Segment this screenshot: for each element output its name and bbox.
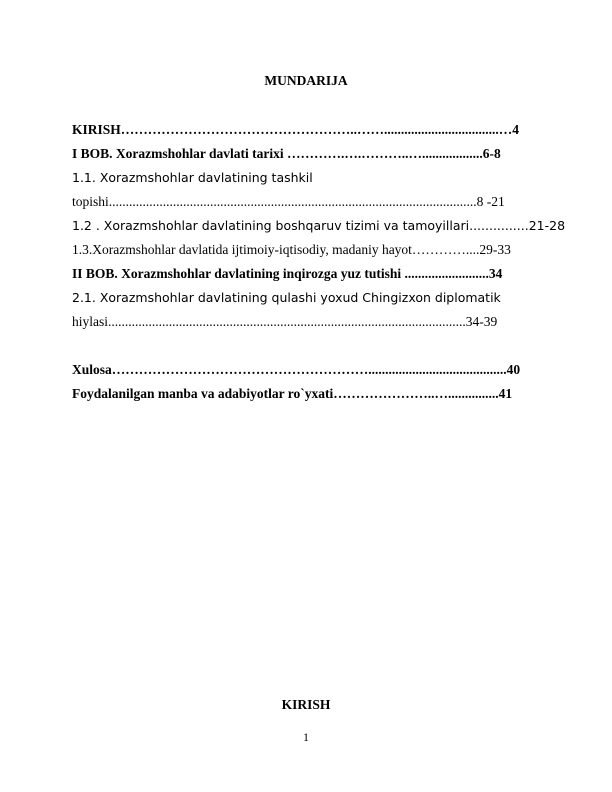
toc-entry-1-1-continued: topishi.............................................................................................................8 -21: [72, 194, 505, 209]
page-number: 1: [303, 730, 309, 744]
toc-entry-1-1: 1.1. Xorazmshohlar davlatining tashkil: [72, 170, 313, 185]
toc-entry-xulosa: Xulosa………………………………………………….........................................40: [72, 362, 521, 377]
toc-title: MUNDARIJA: [264, 73, 348, 88]
toc-entry-kirish: KIRISH……………………………………………..……..................................…4: [72, 122, 520, 137]
toc-entry-chapter-2: II BOB. Xorazmshohlar davlatining inqirozga yuz tutishi .........................34: [72, 266, 503, 281]
toc-entry-2-1: 2.1. Xorazmshohlar davlatining qulashi yoxud Chingizxon diplomatik: [72, 290, 501, 305]
toc-entry-chapter-1: I BOB. Xorazmshohlar davlati tarixi ………….….………..…..................6-8: [72, 146, 501, 161]
toc-entry-references: Foydalanilgan manba va adabiyotlar ro`yxati…………………..…...............41: [72, 386, 513, 401]
section-heading-kirish: KIRISH: [281, 697, 331, 712]
toc-entry-1-3: 1.3.Xorazmshohlar davlatida ijtimoiy-iqtisodiy, madaniy hayot…………....29-33: [72, 242, 511, 257]
toc-entry-1-2: 1.2 . Xorazmshohlar davlatining boshqaruv tizimi va tamoyillari...............21-28: [72, 218, 566, 233]
toc-entry-2-1-continued: hiylasi..........................................................................................................34-39: [72, 314, 498, 329]
